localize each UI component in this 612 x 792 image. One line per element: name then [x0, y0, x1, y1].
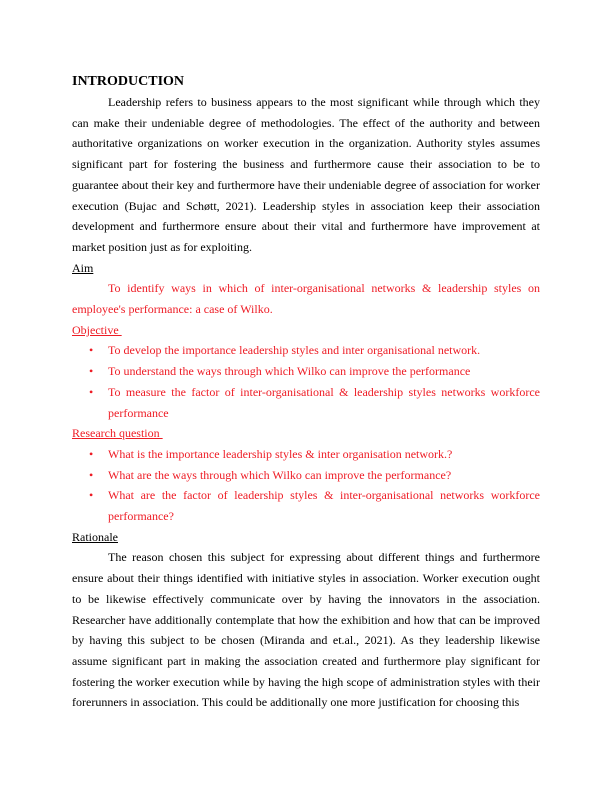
bullet-icon: •: [89, 467, 94, 482]
list-item: • To understand the ways through which Wilko can improve the performance: [108, 361, 540, 382]
list-item: • To develop the importance leadership styles and inter organisational network.: [108, 340, 540, 361]
bullet-icon: •: [89, 343, 94, 358]
bullet-icon: •: [89, 488, 94, 503]
intro-paragraph: Leadership refers to business appears to the most significant while through which they can make their undeniable degree of methodologies. The effect of the authority and between authoritative organizations on worker execution in the organization. Authority styles assumes significant part for fostering the business and furthermore cause their association to be to guarantee about their key and furthermore have their undeniable degree of association for worker execution (Bujac and Schøtt, 2021). Leadership styles in association keep their association development and furthermore ensure about their vital and furthermore have improvement at market position just as for exploiting.: [72, 95, 540, 254]
list-item: • What is the importance leadership styles & inter organisation network.?: [108, 444, 540, 465]
bullet-icon: •: [89, 384, 94, 399]
research-question-label: Research question: [72, 426, 163, 441]
rationale-paragraph: The reason chosen this subject for expressing about different things and furthermore ensure about their things identified with initiative styles in association. Worker execution ought to be likewise effectively communicate over by having the innovators in the association. Researcher have additionally contemplate that how the exhibition and how that can be improved by having this subject to be chosen (Miranda and et.al., 2021). As they leadership likewise assume significant part in making the association created and furthermore play significant for fostering the worker execution while by having the high scope of administration styles with their forerunners in association. This could be additionally one more justification for choosing this: [72, 550, 540, 710]
objective-list: [72, 340, 540, 423]
objective-label: Objective: [72, 322, 122, 337]
document-page: [72, 66, 540, 713]
aim-text: To identify ways in which of inter-organisational networks & leadership styles on employee's performance: a case of Wilko.: [72, 281, 540, 317]
bullet-icon: •: [89, 364, 94, 379]
rationale-label: Rationale: [72, 529, 118, 544]
introduction-heading: INTRODUCTION: [72, 74, 185, 89]
bullet-icon: •: [89, 446, 94, 461]
aim-label: Aim: [72, 260, 94, 275]
research-question-list: [72, 444, 540, 527]
list-item: • What are the ways through which Wilko can improve the performance?: [108, 465, 540, 486]
list-item: • To measure the factor of inter-organisational & leadership styles networks workforce performance: [108, 382, 540, 423]
list-item: • What are the factor of leadership styles & inter-organisational networks workforce performance?: [108, 485, 540, 526]
